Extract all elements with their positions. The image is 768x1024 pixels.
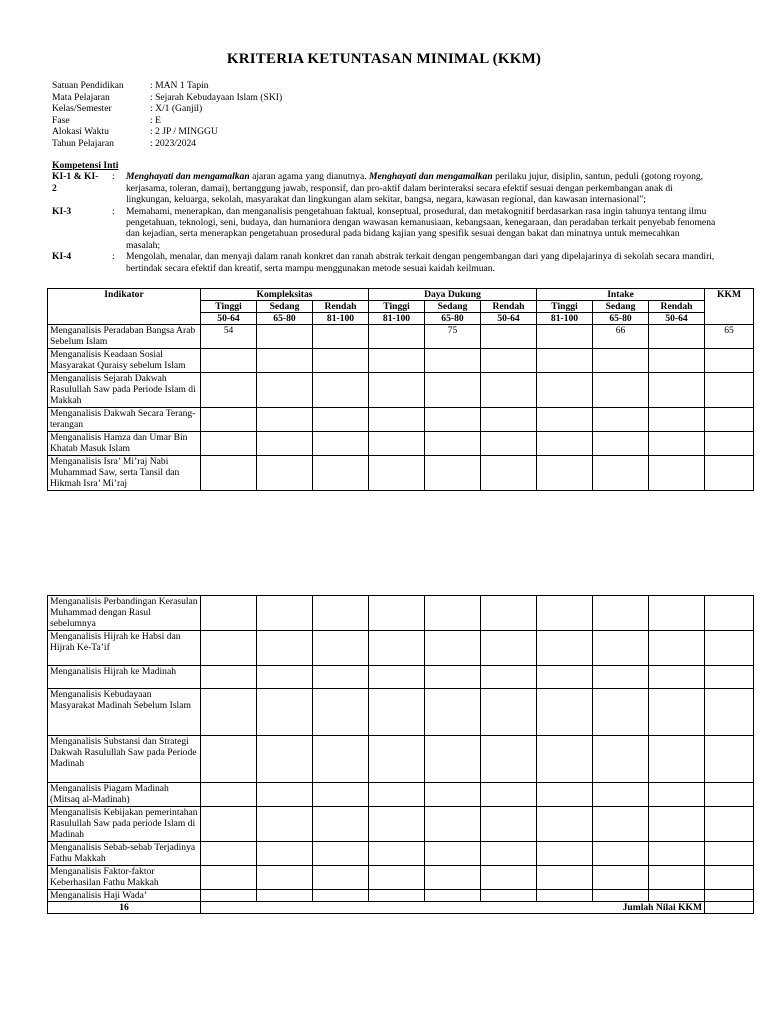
info-value: : X/1 (Ganjil): [150, 103, 203, 115]
score-cell: [257, 807, 313, 842]
info-value: : MAN 1 Tapin: [150, 80, 209, 91]
table-row: [48, 783, 754, 807]
score-cell: [369, 325, 425, 349]
ki-colon: :: [112, 171, 115, 183]
score-cell: [425, 432, 481, 456]
score-cell: [257, 349, 313, 373]
table-row: [48, 842, 754, 866]
score-cell: [257, 866, 313, 890]
score-cell: 54: [201, 325, 257, 349]
score-cell: [649, 408, 705, 432]
header-range: 81-100: [369, 313, 425, 325]
score-cell: [201, 666, 257, 689]
score-cell: [201, 866, 257, 890]
score-cell: [537, 596, 593, 631]
score-cell: [705, 456, 754, 491]
indikator-cell: Menganalisis Peradaban Bangsa Arab Sebelum Islam: [48, 325, 201, 349]
score-cell: [649, 866, 705, 890]
header-sub: Rendah: [649, 301, 705, 313]
table-row: [48, 736, 754, 783]
score-cell: [537, 689, 593, 736]
ki-emphasis: Menghayati dan mengamalkan: [369, 171, 493, 183]
score-cell: [649, 631, 705, 666]
score-cell: [313, 807, 369, 842]
table-row: [48, 689, 754, 736]
score-cell: [593, 432, 649, 456]
header-sub: Rendah: [313, 301, 369, 313]
score-cell: [481, 689, 537, 736]
ki-text: [126, 171, 716, 205]
score-cell: [705, 890, 754, 902]
kkm-table: [47, 288, 754, 491]
kompetensi-inti: [52, 160, 716, 274]
score-cell: [425, 807, 481, 842]
info-row: [52, 126, 282, 138]
header-range: 65-80: [257, 313, 313, 325]
ki-code-part: KI-1 & KI-: [52, 171, 99, 183]
ki-emphasis: Menghayati dan mengamalkan: [126, 171, 250, 183]
score-cell: [593, 783, 649, 807]
score-cell: 65: [705, 325, 754, 349]
score-cell: [649, 807, 705, 842]
score-cell: [201, 631, 257, 666]
score-cell: [313, 866, 369, 890]
ki-colon: :: [112, 251, 115, 263]
score-cell: [257, 373, 313, 408]
score-cell: [201, 783, 257, 807]
header-range: 81-100: [537, 313, 593, 325]
score-cell: [369, 596, 425, 631]
score-cell: 66: [593, 325, 649, 349]
score-cell: [369, 432, 425, 456]
score-cell: [425, 373, 481, 408]
score-cell: [257, 689, 313, 736]
indikator-cell: Menganalisis Piagam Madinah (Mitsaq al-Madinah): [48, 783, 201, 807]
identity-block: [52, 80, 282, 150]
indikator-cell: Menganalisis Kebudayaan Masyarakat Madinah Sebelum Islam: [48, 689, 201, 736]
table-row: [48, 666, 754, 689]
score-cell: [537, 373, 593, 408]
header-sub: Tinggi: [537, 301, 593, 313]
score-cell: [481, 631, 537, 666]
score-cell: [201, 596, 257, 631]
score-cell: [369, 689, 425, 736]
score-cell: [481, 325, 537, 349]
score-cell: [593, 666, 649, 689]
score-cell: [313, 456, 369, 491]
score-cell: [481, 456, 537, 491]
info-value: : E: [150, 114, 161, 126]
score-cell: [257, 890, 313, 902]
header-range: 81-100: [313, 313, 369, 325]
page-title: KRITERIA KETUNTASAN MINIMAL (KKM): [226, 51, 542, 67]
info-label: Mata Pelajaran: [52, 91, 110, 103]
indikator-cell: Menganalisis Dakwah Secara Terang-terangan: [48, 408, 201, 432]
score-cell: [705, 783, 754, 807]
score-cell: [257, 408, 313, 432]
table-row: [48, 866, 754, 890]
score-cell: [201, 736, 257, 783]
info-row: [52, 103, 282, 115]
ki-code: [52, 171, 112, 205]
score-cell: [313, 408, 369, 432]
score-cell: [201, 807, 257, 842]
score-cell: [705, 631, 754, 666]
score-cell: [201, 456, 257, 491]
header-range: 65-80: [593, 313, 649, 325]
score-cell: [649, 736, 705, 783]
score-cell: [201, 432, 257, 456]
info-row: [52, 80, 282, 92]
ki-colon: :: [112, 205, 115, 217]
info-row: [52, 92, 282, 104]
info-label: Alokasi Waktu: [52, 126, 109, 138]
score-cell: [481, 890, 537, 902]
score-cell: [537, 408, 593, 432]
score-cell: [593, 408, 649, 432]
score-cell: [481, 783, 537, 807]
score-cell: [313, 432, 369, 456]
score-cell: [649, 432, 705, 456]
score-cell: [593, 736, 649, 783]
score-cell: [201, 349, 257, 373]
header-kkm: KKM: [705, 289, 754, 325]
info-value: : 2 JP / MINGGU: [150, 126, 218, 138]
score-cell: [425, 890, 481, 902]
score-cell: [425, 842, 481, 866]
ki-text-part: perilaku jujur, disiplin, santun, peduli (gotong royong, kerjasama, toleran, damai), bertanggung jawab, responsif, dan pro-aktif dalam berinteraksi secara efektif sesuai dengan perkembangan anak di lingkungan, keluarga, sekolah, masyarakat dan lingkungan alam sekitar, bangsa, negara, kawasan regional, dan kawasan internasional";: [126, 171, 704, 206]
header-sub: Sedang: [593, 301, 649, 313]
indikator-cell: Menganalisis Isra’ Mi’raj Nabi Muhammad Saw, serta Tansil dan Hikmah Isra’ Mi’raj: [48, 456, 201, 491]
score-cell: [257, 631, 313, 666]
info-value: : Sejarah Kebudayaan Islam (SKI): [150, 91, 283, 103]
score-cell: [649, 596, 705, 631]
score-cell: [593, 890, 649, 902]
score-cell: [481, 866, 537, 890]
score-cell: [537, 666, 593, 689]
score-cell: [313, 890, 369, 902]
score-cell: [313, 736, 369, 783]
indikator-cell: Menganalisis Faktor-faktor Keberhasilan Fathu Makkah: [48, 866, 201, 890]
score-cell: [257, 842, 313, 866]
kkm-table-continued: [47, 595, 754, 914]
score-cell: [313, 349, 369, 373]
table-row: [48, 408, 754, 432]
score-cell: [201, 373, 257, 408]
score-cell: [369, 783, 425, 807]
score-cell: [649, 689, 705, 736]
score-cell: [537, 890, 593, 902]
ki-code: KI-3: [52, 205, 72, 217]
table-row: [48, 807, 754, 842]
score-cell: [593, 596, 649, 631]
score-cell: [593, 631, 649, 666]
ki-code: KI-4: [52, 251, 72, 263]
header-intake: Intake: [537, 289, 705, 301]
score-cell: [537, 807, 593, 842]
score-cell: [313, 783, 369, 807]
score-cell: [649, 842, 705, 866]
table-row: [48, 631, 754, 666]
score-cell: [425, 596, 481, 631]
score-cell: [705, 349, 754, 373]
score-cell: [481, 349, 537, 373]
indikator-cell: Menganalisis Perbandingan Kerasulan Muhammad dengan Rasul sebelumnya: [48, 596, 201, 631]
score-cell: [369, 408, 425, 432]
table-row: [48, 456, 754, 491]
total-kkm-label: Jumlah Nilai KKM: [201, 902, 705, 914]
score-cell: [257, 666, 313, 689]
score-cell: [705, 842, 754, 866]
score-cell: [537, 631, 593, 666]
score-cell: [481, 432, 537, 456]
header-sub: Tinggi: [201, 301, 257, 313]
ki-3: [52, 206, 716, 252]
score-cell: [593, 866, 649, 890]
indikator-cell: Menganalisis Kebijakan pemerintahan Rasulullah Saw pada periode Islam di Madinah: [48, 807, 201, 842]
score-cell: [649, 349, 705, 373]
score-cell: [425, 866, 481, 890]
info-label: Fase: [52, 114, 70, 126]
table-row: [48, 373, 754, 408]
header-sub: Tinggi: [369, 301, 425, 313]
info-label: Kelas/Semester: [52, 103, 112, 115]
indikator-cell: Menganalisis Hijrah ke Habsi dan Hijrah Ke-Ta’if: [48, 631, 201, 666]
indicator-count: 16: [48, 902, 201, 914]
score-cell: [649, 456, 705, 491]
score-cell: [593, 689, 649, 736]
indikator-cell: Menganalisis Keadaan Sosial Masyarakat Quraisy sebelum Islam: [48, 349, 201, 373]
score-cell: [649, 373, 705, 408]
score-cell: [537, 349, 593, 373]
score-cell: [649, 666, 705, 689]
score-cell: [649, 325, 705, 349]
score-cell: [425, 783, 481, 807]
header-range: 65-80: [425, 313, 481, 325]
score-cell: [313, 631, 369, 666]
score-cell: [425, 456, 481, 491]
score-cell: [705, 596, 754, 631]
score-cell: [705, 432, 754, 456]
header-daya-dukung: Daya Dukung: [369, 289, 537, 301]
indikator-cell: Menganalisis Hamza dan Umar Bin Khatab Masuk Islam: [48, 432, 201, 456]
ki-code-part: 2: [52, 182, 57, 194]
header-kompleksitas: Kompleksitas: [201, 289, 369, 301]
table-row: [48, 432, 754, 456]
score-cell: [593, 807, 649, 842]
info-value: : 2023/2024: [150, 137, 197, 149]
score-cell: [593, 842, 649, 866]
total-kkm-value: [705, 902, 754, 914]
score-cell: [369, 736, 425, 783]
score-cell: 75: [425, 325, 481, 349]
info-label: Satuan Pendidikan: [52, 80, 124, 91]
score-cell: [593, 349, 649, 373]
score-cell: [257, 736, 313, 783]
score-cell: [257, 783, 313, 807]
ki-text: Memahami, menerapkan, dan menganalisis pengetahuan faktual, konseptual, prosedural, dan metakognitif berdasarkan rasa ingin tahunya tentang ilmu pengetahuan, teknologi, seni, budaya, dan humaniora dengan wawasan kemanusiaan, kebangsaan, kenegaraan, dan peradaban terkait penyebab fenomena dan kejadian, serta menerapkan pengetahuan prosedural pada bidang kajian yang spesifik sesuai dengan bakat dan minatnya untuk memecahkan masalah;: [126, 205, 716, 251]
score-cell: [369, 890, 425, 902]
indikator-cell: Menganalisis Sebab-sebab Terjadinya Fathu Makkah: [48, 842, 201, 866]
score-cell: [425, 631, 481, 666]
info-row: [52, 138, 282, 150]
header-sub: Sedang: [425, 301, 481, 313]
score-cell: [425, 408, 481, 432]
header-range: 50-64: [649, 313, 705, 325]
score-cell: [257, 456, 313, 491]
score-cell: [537, 866, 593, 890]
score-cell: [201, 890, 257, 902]
score-cell: [313, 842, 369, 866]
score-cell: [257, 325, 313, 349]
score-cell: [537, 842, 593, 866]
ki-text: Mengolah, menalar, dan menyaji dalam ranah konkret dan ranah abstrak terkait dengan pengembangan dari yang dipelajarinya di sekolah secara mandiri, bertindak secara efektif dan kreatif, serta mampu menggunakan metode sesuai kaidah keilmuan.: [126, 251, 715, 274]
score-cell: [257, 596, 313, 631]
score-cell: [481, 666, 537, 689]
ki-1-2: [52, 171, 716, 205]
indikator-cell: Menganalisis Haji Wada’: [48, 890, 201, 902]
score-cell: [425, 689, 481, 736]
info-row: [52, 115, 282, 127]
header-indikator: Indikator: [48, 289, 201, 325]
score-cell: [313, 596, 369, 631]
score-cell: [313, 689, 369, 736]
ki-4: [52, 251, 716, 274]
score-cell: [369, 349, 425, 373]
score-cell: [425, 349, 481, 373]
score-cell: [369, 842, 425, 866]
score-cell: [369, 807, 425, 842]
score-cell: [705, 408, 754, 432]
indikator-cell: Menganalisis Sejarah Dakwah Rasulullah Saw pada Periode Islam di Makkah: [48, 373, 201, 408]
score-cell: [369, 631, 425, 666]
score-cell: [705, 807, 754, 842]
score-cell: [481, 373, 537, 408]
score-cell: [649, 783, 705, 807]
score-cell: [593, 373, 649, 408]
score-cell: [481, 736, 537, 783]
score-cell: [257, 432, 313, 456]
score-cell: [425, 666, 481, 689]
score-cell: [537, 432, 593, 456]
score-cell: [369, 866, 425, 890]
score-cell: [593, 456, 649, 491]
kompetensi-heading: Kompetensi Inti: [52, 160, 119, 171]
score-cell: [369, 456, 425, 491]
header-range: 50-64: [201, 313, 257, 325]
score-cell: [369, 373, 425, 408]
score-cell: [705, 689, 754, 736]
table-row: [48, 349, 754, 373]
score-cell: [313, 373, 369, 408]
score-cell: [313, 325, 369, 349]
score-cell: [705, 666, 754, 689]
indikator-cell: Menganalisis Hijrah ke Madinah: [48, 666, 201, 689]
score-cell: [481, 842, 537, 866]
indikator-cell: Menganalisis Substansi dan Strategi Dakwah Rasulullah Saw pada Periode Madinah: [48, 736, 201, 783]
score-cell: [537, 325, 593, 349]
header-sub: Rendah: [481, 301, 537, 313]
score-cell: [313, 666, 369, 689]
score-cell: [425, 736, 481, 783]
score-cell: [537, 456, 593, 491]
score-cell: [649, 890, 705, 902]
table-row: [48, 890, 754, 902]
ki-text-part: ajaran agama yang dianutnya.: [249, 171, 370, 183]
header-range: 50-64: [481, 313, 537, 325]
score-cell: [705, 866, 754, 890]
score-cell: [481, 807, 537, 842]
table-row: [48, 325, 754, 349]
score-cell: [705, 373, 754, 408]
score-cell: [201, 689, 257, 736]
header-sub: Sedang: [257, 301, 313, 313]
table-row: [48, 596, 754, 631]
score-cell: [369, 666, 425, 689]
score-cell: [201, 842, 257, 866]
score-cell: [537, 783, 593, 807]
score-cell: [201, 408, 257, 432]
info-label: Tahun Pelajaran: [52, 137, 114, 149]
score-cell: [705, 736, 754, 783]
score-cell: [537, 736, 593, 783]
score-cell: [481, 408, 537, 432]
score-cell: [481, 596, 537, 631]
